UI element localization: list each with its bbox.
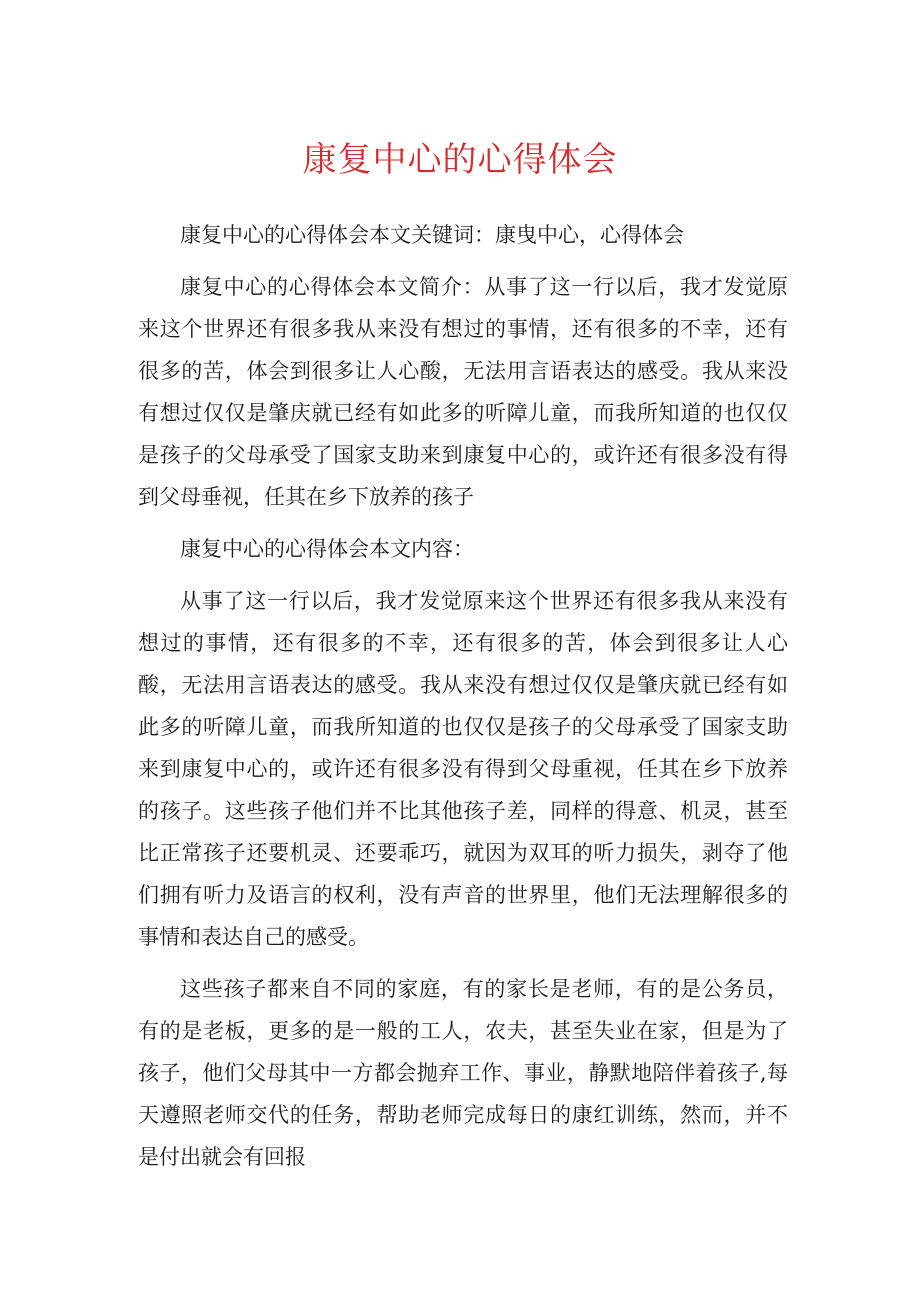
paragraph-keywords: 康复中心的心得体会本文关键词：康曳中心，心得体会 (180, 223, 684, 247)
paragraph-summary: 康复中心的心得体会本文简介：从事了这一行以后，我才发觉原来这个世界还有很多我从来没有想过的事情，还有很多的不幸，还有很多的苦，体会到很多让人心酸，无法用言语表达的感受。我从来没有想过仅仅是肇庆就已经有如此多的听障儿童，而我所知道的也仅仅是孩子的父母承受了国家支助来到康复中心的，或许还有很多没有得到父母垂视，任其在乡下放养的孩子 (138, 275, 788, 509)
paragraph-content-heading: 康复中心的心得体会本文内容： (180, 537, 474, 561)
paragraph-content-1: 从事了这一行以后，我才发觉原来这个世界还有很多我从来没有想过的事情，还有很多的不幸，还有很多的苦，体会到很多让人心酸，无法用言语表达的感受。我从来没有想过仅仅是肇庆就已经有如此多的听障儿童，而我所知道的也仅仅是孩子的父母承受了国家支助来到康复中心的，或许还有很多没有得到父母重视，任其在乡下放养的孩子。这些孩子他们并不比其他孩子差，同样的得意、机灵，甚至比正常孩子还要机灵、还要乖巧，就因为双耳的听力损失，剥夺了他们拥有听力及语言的权利，没有声音的世界里，他们无法理解很多的事情和表达自己的感受。 (138, 589, 788, 949)
page-title: 康复中心的心得体会 (302, 140, 618, 180)
paragraph-content-2: 这些孩子都来自不同的家庭，有的家长是老师，有的是公务员，有的是老板，更多的是一般的工人，农夫，甚至失业在家，但是为了孩子，他们父母其中一方都会抛弃工作、事业，静默地陪伴着孩子,每天遵照老师交代的任务，帮助老师完成每日的康红训练，然而，并不是付出就会有回报 (138, 977, 788, 1169)
document-body (138, 214, 788, 1188)
